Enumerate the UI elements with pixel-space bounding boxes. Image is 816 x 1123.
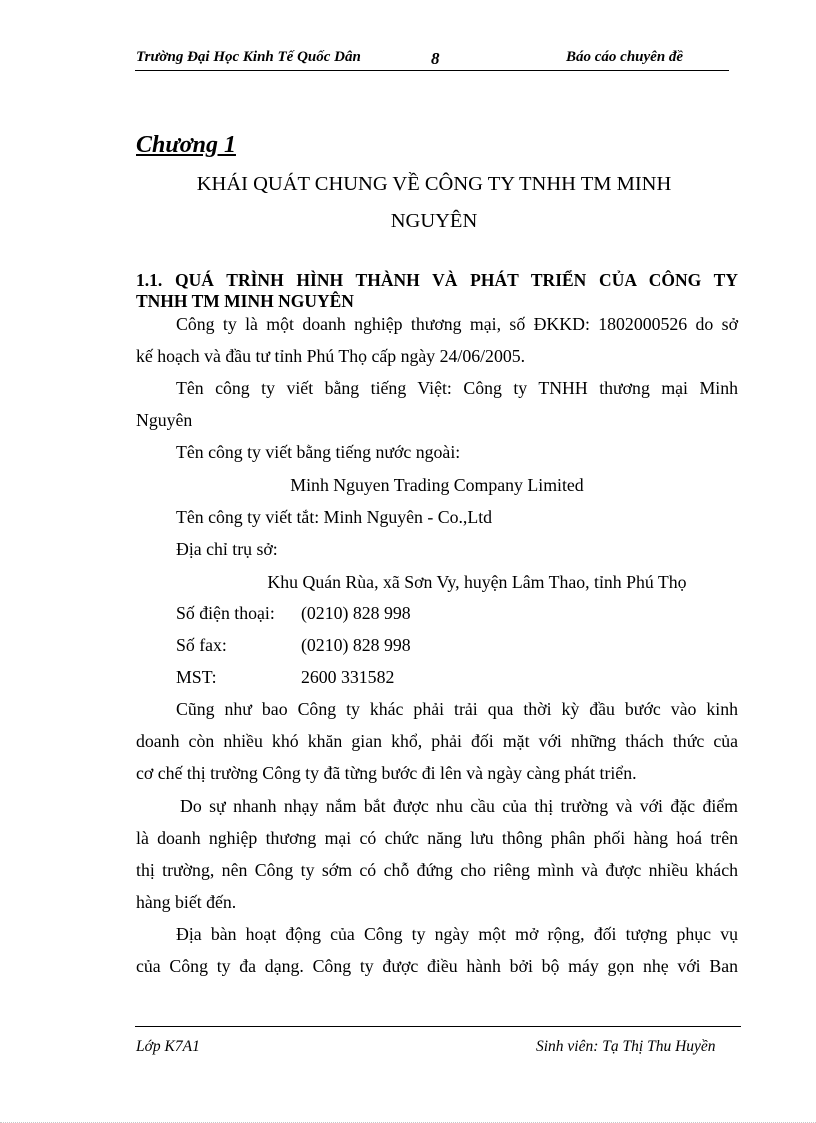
paragraph-line: cơ chế thị trường Công ty đã từng bước đi lên và ngày càng phát triển. (136, 763, 637, 783)
header-report-type: Báo cáo chuyên đề (566, 49, 684, 65)
footer-divider (135, 1026, 741, 1027)
paragraph-line: Tên công ty viết bằng tiếng nước ngoài: (176, 442, 461, 462)
paragraph-line: Địa bàn hoạt động của Công ty ngày một mở rộng, đối tượng phục vụ (176, 924, 738, 944)
address-label: Địa chỉ trụ sở: (176, 539, 278, 559)
section-heading-line-2: TNHH TM MINH NGUYÊN (136, 291, 354, 311)
footer-student: Sinh viên: Tạ Thị Thu Huyền (536, 1038, 716, 1055)
company-foreign-name: Minh Nguyen Trading Company Limited (290, 475, 584, 495)
company-address: Khu Quán Rùa, xã Sơn Vy, huyện Lâm Thao, tỉnh Phú Thọ (267, 572, 687, 592)
chapter-title-line-2: NGUYÊN (390, 210, 478, 232)
section-heading-line-1: 1.1. QUÁ TRÌNH HÌNH THÀNH VÀ PHÁT TRIỂN CỦA CÔNG TY (136, 270, 738, 290)
header-divider (135, 70, 729, 71)
paragraph-line: của Công ty đa dạng. Công ty được điều hành bởi bộ máy gọn nhẹ với Ban (136, 956, 738, 976)
chapter-label: Chương 1 (136, 132, 236, 158)
tax-code-label: MST: (176, 667, 217, 687)
fax-value: (0210) 828 998 (301, 635, 411, 655)
paragraph-line: là doanh nghiệp thương mại có chức năng lưu thông phân phối hàng hoá trên (136, 828, 738, 848)
paragraph-line: thị trường, nên Công ty sớm có chỗ đứng cho riêng mình và được nhiều khách (136, 860, 738, 880)
paragraph-line: kế hoạch và đầu tư tỉnh Phú Thọ cấp ngày 24/06/2005. (136, 346, 526, 366)
paragraph-line: hàng biết đến. (136, 892, 237, 912)
phone-label: Số điện thoại: (176, 603, 275, 623)
fax-label: Số fax: (176, 635, 227, 655)
paragraph-line: Tên công ty viết bằng tiếng Việt: Công ty TNHH thương mại Minh (176, 378, 738, 398)
header-page-number: 8 (431, 49, 440, 68)
footer-class: Lớp K7A1 (136, 1038, 200, 1055)
tax-code-value: 2600 331582 (301, 667, 395, 687)
paragraph-line: Cũng như bao Công ty khác phải trải qua thời kỳ đầu bước vào kinh (176, 699, 738, 719)
paragraph-line: doanh còn nhiều khó khăn gian khổ, phải đối mặt với những thách thức của (136, 731, 738, 751)
chapter-title-line-1: KHÁI QUÁT CHUNG VỀ CÔNG TY TNHH TM MINH (196, 173, 672, 195)
paragraph-line: Công ty là một doanh nghiệp thương mại, số ĐKKD: 1802000526 do sở (176, 314, 738, 334)
paragraph-line: Nguyên (136, 410, 193, 430)
company-short-name: Tên công ty viết tắt: Minh Nguyên - Co.,Ltd (176, 507, 493, 527)
phone-value: (0210) 828 998 (301, 603, 411, 623)
paragraph-line: Do sự nhanh nhạy nắm bắt được nhu cầu của thị trường và với đặc điểm (180, 796, 738, 816)
header-school: Trường Đại Học Kinh Tế Quốc Dân (136, 49, 361, 65)
